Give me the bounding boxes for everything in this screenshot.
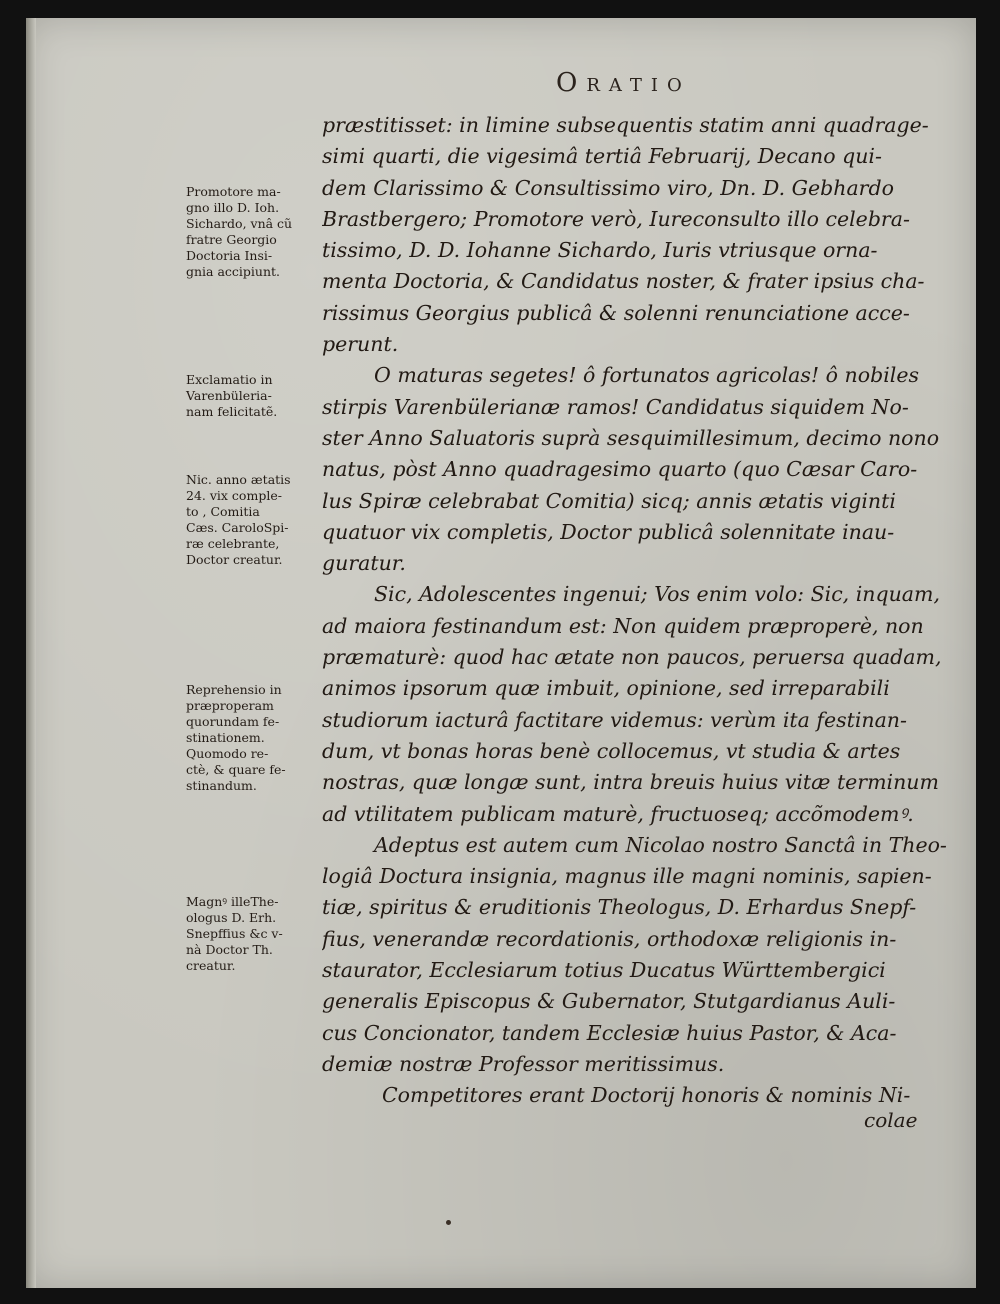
body-line: natus, pòst Anno quadragesimo quarto (quo Cæsar Caro- bbox=[322, 457, 918, 482]
body-line: præstitisset: in limine subsequentis statim anni quadrage- bbox=[322, 113, 929, 137]
margin-note-line: Reprehensio in bbox=[186, 682, 282, 697]
margin-note-line: Promotore ma- bbox=[186, 184, 281, 199]
body-line: generalis Episcopus & Gubernator, Stutgardianus Auli- bbox=[322, 989, 896, 1014]
margin-note-line: Nic. anno ætatis bbox=[186, 472, 291, 487]
margin-note-reprehensio bbox=[186, 682, 326, 794]
body-line: menta Doctoria, & Candidatus noster, & frater ipsius cha- bbox=[322, 269, 925, 294]
body-line: demiæ nostræ Professor meritissimus. bbox=[322, 1051, 725, 1076]
body-line: dem Clarissimo & Consultissimo viro, Dn. D. Gebhardo bbox=[322, 175, 894, 200]
margin-note-line: ologus D. Erh. bbox=[186, 910, 277, 925]
margin-note-line: creatur. bbox=[186, 958, 236, 973]
book-page bbox=[26, 18, 976, 1288]
margin-note-snepffius bbox=[186, 894, 326, 974]
margin-note-line: Magnꝰ illeThe- bbox=[186, 894, 279, 909]
body-line: staurator, Ecclesiarum totius Ducatus Württembergici bbox=[322, 958, 886, 983]
body-line: quatuor vix completis, Doctor publicâ solennitate inau- bbox=[322, 519, 895, 544]
margin-note-line: nam felicitatẽ. bbox=[186, 404, 278, 419]
body-line: cus Concionator, tandem Ecclesiæ huius Pastor, & Aca- bbox=[322, 1020, 897, 1045]
margin-note-line: Exclamatio in bbox=[186, 372, 273, 387]
body-line: stirpis Varenbülerianæ ramos! Candidatus siquidem No- bbox=[322, 394, 909, 419]
body-text bbox=[322, 110, 952, 1112]
body-line: Competitores erant Doctorij honoris & nominis Ni- bbox=[382, 1083, 911, 1108]
margin-note-line: fratre Georgio bbox=[186, 232, 277, 247]
margin-note-line: stinandum. bbox=[186, 778, 257, 793]
margin-note-line: gnia accipiunt. bbox=[186, 264, 281, 279]
margin-note-line: Sichardo, vnâ cũ bbox=[186, 216, 293, 231]
body-line: Adeptus est autem cum Nicolao nostro Sanctâ in Theo- bbox=[374, 832, 947, 857]
body-line: animos ipsorum quæ imbuit, opinione, sed irreparabili bbox=[322, 676, 890, 701]
margin-note-promotore bbox=[186, 184, 326, 280]
margin-note-line: Varenbüleria- bbox=[186, 388, 272, 403]
body-line: dum, vt bonas horas benè collocemus, vt studia & artes bbox=[322, 738, 901, 763]
body-line: logiâ Doctura insignia, magnus ille magni nominis, sapien- bbox=[322, 864, 932, 889]
body-line: lus Spiræ celebrabat Comitia) sicq; annis ætatis viginti bbox=[322, 488, 896, 513]
body-line: ad maiora festinandum est: Non quidem præproperè, non bbox=[322, 613, 924, 638]
body-line: guratur. bbox=[322, 551, 406, 576]
margin-note-line: Doctor creatur. bbox=[186, 552, 283, 567]
body-line: tiæ, spiritus & eruditionis Theologus, D. Erhardus Snepf- bbox=[322, 895, 917, 920]
body-line: ad vtilitatem publicam maturè, fructuoseq; accõmodemꝰ. bbox=[322, 801, 914, 826]
body-line: Brastbergero; Promotore verò, Iureconsulto illo celebra- bbox=[322, 206, 910, 231]
body-line: simi quarti, die vigesimâ tertiâ Februarij, Decano qui- bbox=[322, 144, 882, 169]
ink-speck bbox=[446, 1220, 451, 1225]
body-line: Sic, Adolescentes ingenui; Vos enim volo: Sic, inquam, bbox=[374, 582, 940, 607]
body-line: præmaturè: quod hac ætate non paucos, peruersa quadam, bbox=[322, 645, 942, 670]
body-line: nostras, quæ longæ sunt, intra breuis huius vitæ terminum bbox=[322, 770, 939, 795]
margin-note-line: to , Comitia bbox=[186, 504, 260, 519]
margin-note-line: ctè, & quare fe- bbox=[186, 762, 286, 777]
catchword: colae bbox=[864, 1108, 918, 1132]
margin-note-nicolaus bbox=[186, 472, 326, 568]
body-line: studiorum iacturâ factitare videmus: verùm ita festinan- bbox=[322, 707, 907, 732]
margin-note-line: Cæs. CaroloSpi- bbox=[186, 520, 289, 535]
margin-note-line: Snepffius &c v- bbox=[186, 926, 283, 941]
body-line: rissimus Georgius publicâ & solenni renunciatione acce- bbox=[322, 300, 910, 325]
margin-note-line: Doctoria Insi- bbox=[186, 248, 273, 263]
margin-note-exclamatio bbox=[186, 372, 326, 420]
margin-note-line: nà Doctor Th. bbox=[186, 942, 273, 957]
page-gutter-shadow bbox=[26, 18, 36, 1288]
margin-note-line: Quomodo re- bbox=[186, 746, 269, 761]
margin-note-line: 24. vix comple- bbox=[186, 488, 282, 503]
body-line: fius, venerandæ recordationis, orthodoxæ religionis in- bbox=[322, 926, 897, 951]
margin-note-line: quorundam fe- bbox=[186, 714, 280, 729]
margin-note-line: gno illo D. Ioh. bbox=[186, 200, 280, 215]
body-line: ster Anno Saluatoris suprà sesquimillesimum, decimo nono bbox=[322, 425, 940, 450]
running-head: Oratio bbox=[556, 68, 691, 98]
body-line: perunt. bbox=[322, 332, 399, 357]
margin-note-line: stinationem. bbox=[186, 730, 265, 745]
body-line: O maturas segetes! ô fortunatos agricolas! ô nobiles bbox=[374, 363, 919, 388]
margin-note-line: ræ celebrante, bbox=[186, 536, 280, 551]
body-line: tissimo, D. D. Iohanne Sichardo, Iuris vtriusque orna- bbox=[322, 238, 878, 263]
margin-note-line: præproperam bbox=[186, 698, 274, 713]
